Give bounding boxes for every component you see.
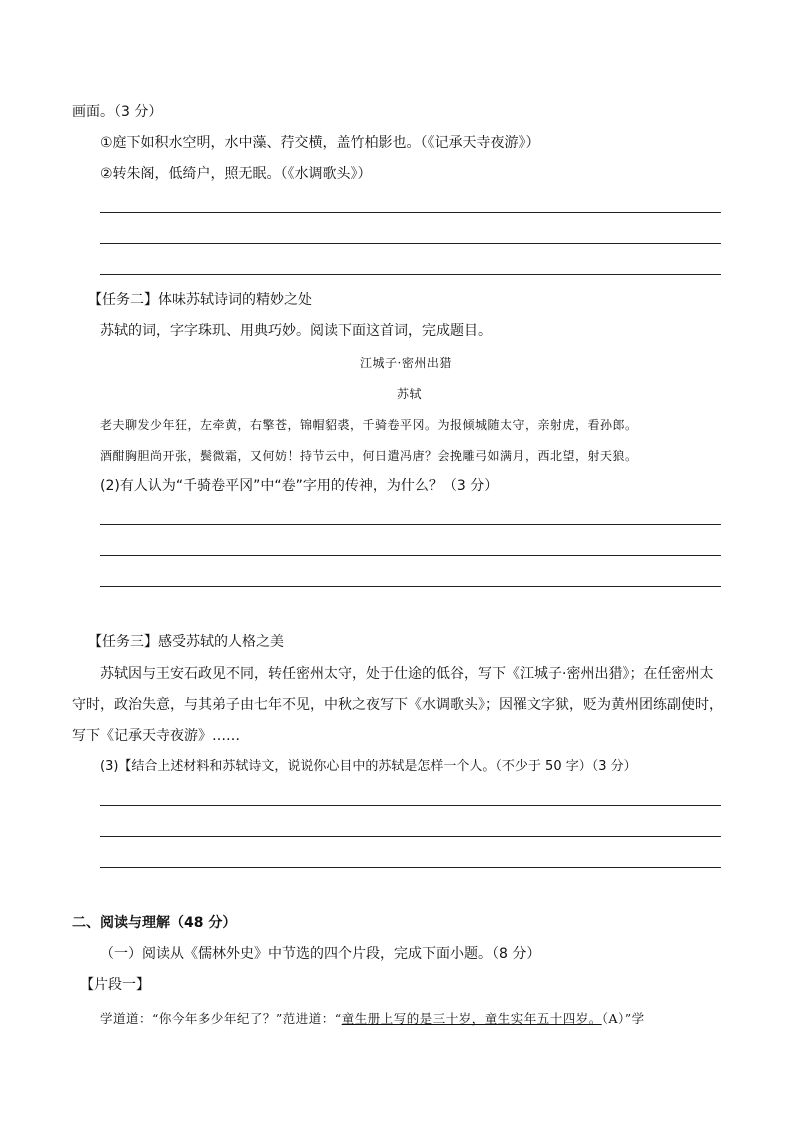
task3-heading: 【任务三】感受苏轼的人格之美	[88, 634, 284, 650]
task3-paragraph-2: 守时，政治失意，与其弟子由七年不见，中秋之夜写下《水调歌头》；因罹文字狱，贬为黄州团练副使时，	[72, 697, 723, 713]
line-1: 画面。（3 分）	[72, 104, 163, 120]
poem-title: 江城子·密州出猎	[360, 356, 452, 370]
fragment-1-text	[100, 1010, 645, 1028]
fragment-1-text-b: （A）”学	[601, 1011, 645, 1026]
poem-author: 苏轼	[397, 387, 423, 401]
answer-line	[100, 274, 721, 275]
section-2-heading: 二、阅读与理解（48 分）	[72, 915, 237, 931]
fragment-1-underlined: 童生册上写的是三十岁，童生实年五十四岁。	[341, 1011, 602, 1026]
answer-line	[100, 805, 721, 806]
section-2-subheading: （一）阅读从《儒林外史》中节选的四个片段，完成下面小题。（8 分）	[100, 946, 541, 962]
task2-intro: 苏轼的词，字字珠玑、用典巧妙。阅读下面这首词，完成题目。	[100, 323, 492, 339]
answer-line	[100, 586, 721, 587]
answer-line	[100, 212, 721, 213]
poem-line-2: 酒酣胸胆尚开张，鬓微霜，又何妨！持节云中，何日遣冯唐？会挽雕弓如满月，西北望，射天狼。	[100, 449, 638, 463]
line-2: ①庭下如积水空明，水中藻、荇交横，盖竹柏影也。（《记承天寺夜游》）	[100, 135, 540, 151]
answer-line	[100, 836, 721, 837]
answer-line	[100, 555, 721, 556]
answer-line	[100, 243, 721, 244]
question-3: (3)【结合上述材料和苏轼诗文，说说你心目中的苏轼是怎样一个人。（不少于 50 字）（3 分）	[100, 759, 637, 774]
fragment-1-label: 【片段一】	[80, 977, 150, 993]
line-3: ②转朱阁，低绮户，照无眠。（《水调歌头》）	[100, 166, 372, 182]
task2-heading: 【任务二】体味苏轼诗词的精妙之处	[88, 292, 312, 308]
answer-line	[100, 524, 721, 525]
answer-line	[100, 867, 721, 868]
fragment-1-text-a: 学道道：“你今年多少年纪了？”范进道：“	[100, 1011, 342, 1026]
task3-paragraph-1: 苏轼因与王安石政见不同，转任密州太守，处于仕途的低谷，写下《江城子·密州出猎》；在任密州太	[100, 666, 714, 682]
task3-paragraph-3: 写下《记承天寺夜游》……	[72, 728, 240, 744]
poem-line-1: 老夫聊发少年狂，左牵黄，右擎苍，锦帽貂裘，千骑卷平冈。为报倾城随太守，亲射虎，看孙郎。	[100, 418, 638, 432]
question-2: (2)有人认为“千骑卷平冈”中“卷”字用的传神，为什么？（3 分）	[100, 478, 499, 494]
